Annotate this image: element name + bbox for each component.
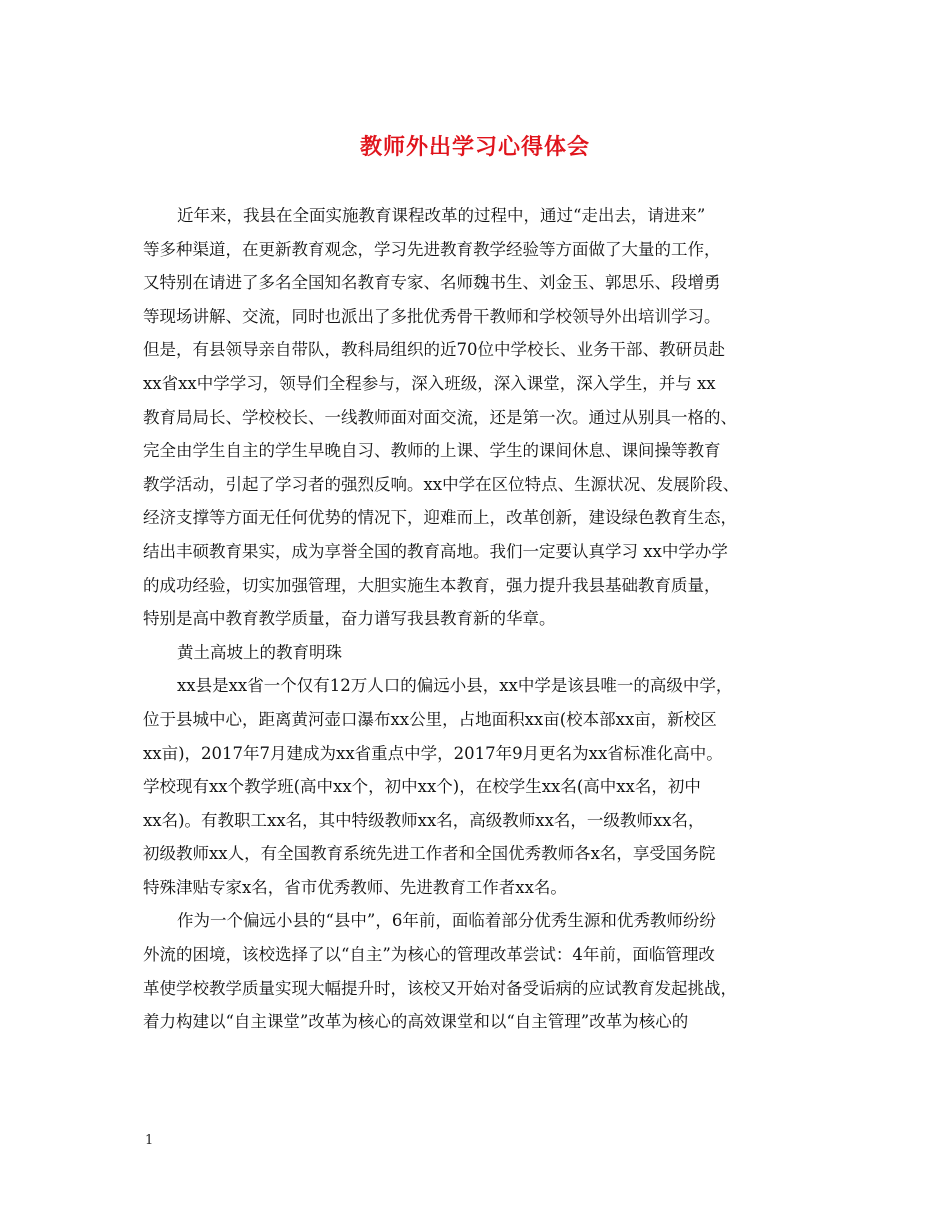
text-line: 学校现有xx个教学班(高中xx个，初中xx个)，在校学生xx名(高中xx名，初中 [143, 777, 701, 797]
text-line: xx县是xx省一个仅有12万人口的偏远小县，xx中学是该县唯一的高级中学， [177, 676, 733, 696]
document-body [143, 199, 823, 1039]
document-title: 教师外出学习心得体会 [359, 134, 590, 160]
text-line: 外流的困境，该校选择了以“自主”为核心的管理改革尝试：4年前，面临管理改 [143, 945, 715, 965]
text-line: 着力构建以“自主课堂”改革为核心的高效课堂和以“自主管理”改革为核心的 [143, 1012, 689, 1032]
text-line: xx亩)，2017年7月建成为xx省重点中学，2017年9月更名为xx省标准化高中。 [143, 743, 723, 763]
text-line: 初级教师xx人，有全国教育系统先进工作者和全国优秀教师各x名，享受国务院 [143, 844, 716, 864]
text-line: 教学活动，引起了学习者的强烈反响。xx中学在区位特点、生源状况、发展阶段、 [143, 474, 740, 494]
text-line: 但是，有县领导亲自带队，教科局组织的近70位中学校长、业务干部、教研员赴 [143, 340, 725, 360]
text-line: 革使学校教学质量实现大幅提升时，该校又开始对备受诟病的应试教育发起挑战， [143, 978, 737, 998]
text-line: 特别是高中教育教学质量，奋力谱写我县教育新的华章。 [143, 609, 556, 629]
text-line: 结出丰硕教育果实，成为享誉全国的教育高地。我们一定要认真学习 xx中学办学 [143, 541, 728, 561]
text-line: 教育局局长、学校校长、一线教师面对面交流，还是第一次。通过从别具一格的、 [143, 407, 737, 427]
text-line: xx名)。有教职工xx名，其中特级教师xx名，高级教师xx名，一级教师xx名， [143, 810, 705, 830]
text-line: 黄土高坡上的教育明珠 [177, 642, 342, 662]
text-line: 位于县城中心，距离黄河壶口瀑布xx公里，占地面积xx亩(校本部xx亩，新校区 [143, 709, 717, 729]
text-line: 的成功经验，切实加强管理，大胆实施生本教育，强力提升我县基础教育质量， [143, 575, 721, 595]
text-line: 作为一个偏远小县的“县中”，6年前，面临着部分优秀生源和优秀教师纷纷 [177, 911, 716, 931]
text-line: 又特别在请进了多名全国知名教育专家、名师魏书生、刘金玉、郭思乐、段增勇 [143, 273, 721, 293]
text-line: 近年来，我县在全面实施教育课程改革的过程中，通过“走出去，请进来” [177, 206, 706, 225]
page-number: 1 [145, 1133, 154, 1148]
text-line: 经济支撑等方面无任何优势的情况下，迎难而上，改革创新，建设绿色教育生态， [143, 508, 737, 528]
text-line: xx省xx中学学习，领导们全程参与，深入班级，深入课堂，深入学生，并与 xx [143, 373, 716, 393]
text-line: 等现场讲解、交流，同时也派出了多批优秀骨干教师和学校领导外出培训学习。 [143, 306, 721, 326]
text-line: 完全由学生自主的学生早晚自习、教师的上课、学生的课间休息、课间操等教育 [143, 441, 721, 461]
text-line: 特殊津贴专家x名，省市优秀教师、先进教育工作者xx名。 [143, 877, 567, 897]
text-line: 等多种渠道，在更新教育观念，学习先进教育教学经验等方面做了大量的工作， [143, 239, 721, 259]
